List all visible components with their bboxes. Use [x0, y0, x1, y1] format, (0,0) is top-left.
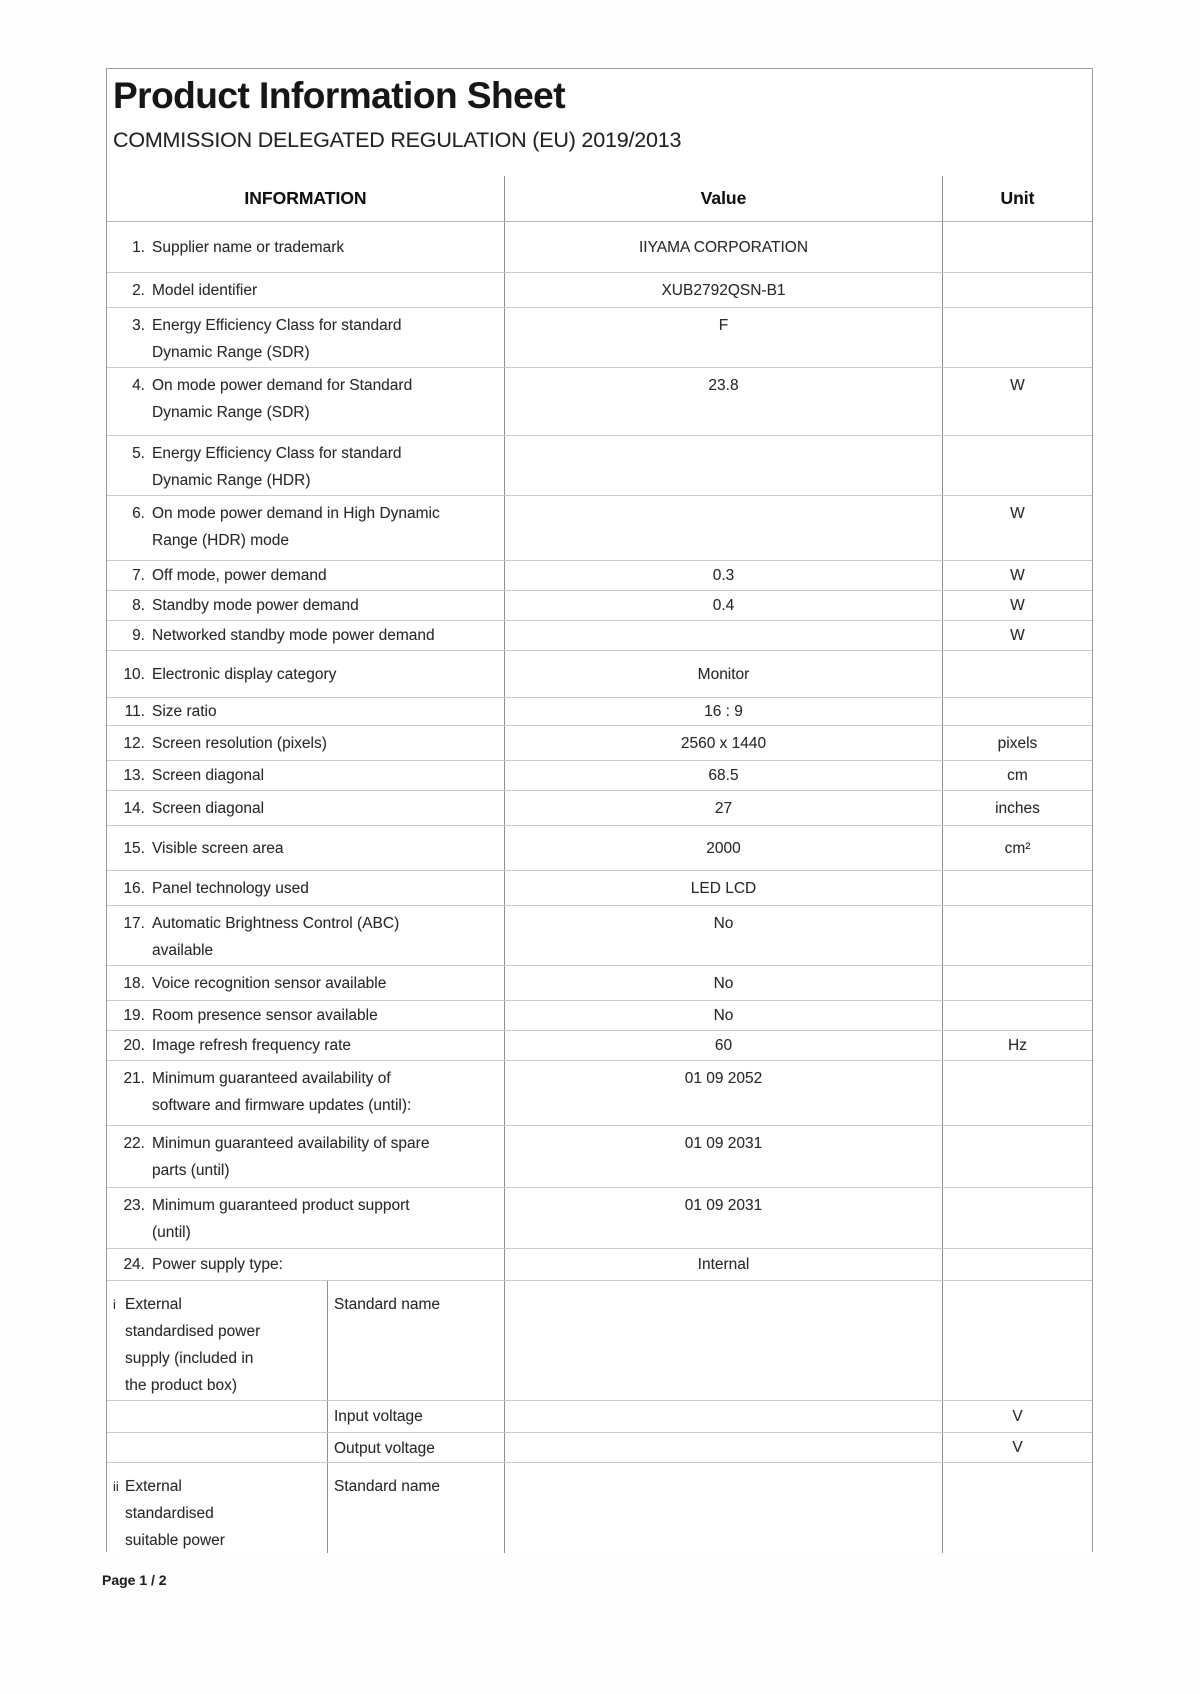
power-supply-label-line: the product box)	[125, 1377, 238, 1394]
value-cell	[505, 368, 943, 435]
table-row	[107, 791, 1092, 826]
power-supply-sub-cell	[328, 1401, 504, 1432]
value-cell	[505, 1188, 943, 1248]
value-cell	[505, 1463, 943, 1553]
row-value: 68.5	[708, 767, 739, 784]
value-cell	[505, 871, 943, 905]
row-label: Electronic display category	[152, 665, 337, 683]
row-label	[152, 1065, 411, 1119]
info-cell	[107, 1433, 505, 1462]
row-unit: pixels	[997, 734, 1038, 752]
row-unit: inches	[995, 799, 1040, 817]
value-cell	[505, 1281, 943, 1400]
unit-cell	[943, 871, 1092, 905]
info-cell	[107, 1061, 505, 1125]
power-supply-row	[107, 1433, 1092, 1463]
row-label-line: Minimum guaranteed availability of	[152, 1070, 391, 1087]
info-cell	[107, 698, 505, 725]
info-cell	[107, 1031, 505, 1060]
row-number: 19.	[123, 1007, 145, 1024]
power-supply-label-line: standardised power	[125, 1323, 261, 1340]
value-cell	[505, 1031, 943, 1060]
header-information: INFORMATION	[107, 176, 505, 221]
unit-cell	[943, 591, 1092, 620]
row-value: F	[718, 317, 729, 334]
unit-cell	[943, 1061, 1092, 1125]
power-supply-row	[107, 1463, 1092, 1553]
info-cell	[107, 1281, 505, 1400]
value-cell	[505, 1001, 943, 1030]
table-body	[107, 222, 1092, 1553]
row-number: 8.	[132, 597, 145, 614]
unit-cell	[943, 698, 1092, 725]
table-row	[107, 906, 1092, 966]
value-cell	[505, 591, 943, 620]
unit-cell	[943, 791, 1092, 825]
row-label: Supplier name or trademark	[152, 238, 345, 256]
info-cell	[107, 761, 505, 790]
info-cell	[107, 496, 505, 560]
row-number: 17.	[123, 915, 145, 932]
table-row	[107, 761, 1092, 791]
row-label-line: Minimun guaranteed availability of spare	[152, 1135, 430, 1152]
row-unit: W	[1010, 505, 1025, 522]
value-cell	[505, 273, 943, 307]
unit-cell	[943, 308, 1092, 367]
row-label: Model identifier	[152, 281, 258, 299]
power-supply-sub-cell	[328, 1463, 504, 1553]
row-label-line: Dynamic Range (SDR)	[152, 404, 310, 421]
row-label-line: On mode power demand in High Dynamic	[152, 505, 440, 522]
unit-cell	[943, 621, 1092, 650]
row-label: Standby mode power demand	[152, 597, 359, 614]
row-value: No	[713, 915, 734, 932]
row-value: 60	[714, 1037, 733, 1054]
info-cell	[107, 791, 505, 825]
row-label-line: On mode power demand for Standard	[152, 377, 413, 394]
power-supply-left-cell	[107, 1281, 328, 1400]
row-label	[152, 372, 412, 426]
value-cell	[505, 621, 943, 650]
power-supply-sub-cell	[328, 1433, 504, 1462]
power-supply-label-line: standardised	[125, 1505, 214, 1522]
row-number: 11.	[124, 703, 145, 720]
value-cell	[505, 1401, 943, 1432]
unit-cell	[943, 1031, 1092, 1060]
unit-cell	[943, 761, 1092, 790]
table-row	[107, 1188, 1092, 1249]
row-label: Panel technology used	[152, 879, 309, 897]
unit-cell	[943, 1463, 1092, 1553]
power-supply-sub-label: Standard name	[334, 1478, 440, 1495]
table-row	[107, 1001, 1092, 1031]
info-cell	[107, 273, 505, 307]
row-value: 2000	[706, 839, 741, 857]
row-number: 18.	[123, 974, 145, 992]
row-label-line: software and firmware updates (until):	[152, 1097, 412, 1114]
power-supply-label-line: suitable power	[125, 1532, 225, 1549]
row-value: XUB2792QSN-B1	[661, 281, 786, 299]
value-cell	[505, 726, 943, 760]
row-value: No	[713, 1007, 734, 1024]
value-cell	[505, 222, 943, 272]
row-value: 0.3	[712, 567, 735, 584]
power-supply-left-cell	[107, 1463, 328, 1553]
power-supply-label-text: External	[125, 1478, 182, 1495]
row-number: 20.	[123, 1037, 145, 1054]
row-label-line: Dynamic Range (SDR)	[152, 344, 310, 361]
power-supply-sub-label: Input voltage	[334, 1408, 423, 1425]
page-number: Page 1 / 2	[102, 1572, 167, 1588]
info-cell	[107, 1001, 505, 1030]
unit-cell	[943, 726, 1092, 760]
row-label: Power supply type:	[152, 1256, 283, 1273]
value-cell	[505, 1433, 943, 1462]
table-row	[107, 726, 1092, 761]
row-unit: cm	[1007, 767, 1028, 784]
row-number: 12.	[123, 734, 145, 752]
row-number: 21.	[123, 1070, 145, 1087]
table-row	[107, 698, 1092, 726]
row-number: 2.	[132, 281, 145, 299]
table-row	[107, 222, 1092, 273]
row-unit: cm²	[1004, 839, 1031, 857]
row-unit: V	[1012, 1439, 1023, 1456]
value-cell	[505, 436, 943, 495]
unit-cell	[943, 1281, 1092, 1400]
row-label: Voice recognition sensor available	[152, 974, 387, 992]
power-supply-label-line	[113, 1291, 323, 1318]
info-cell	[107, 1401, 505, 1432]
row-label-line: Automatic Brightness Control (ABC)	[152, 915, 400, 932]
power-supply-marker: i	[113, 1297, 116, 1312]
row-value: LED LCD	[690, 879, 757, 897]
unit-cell	[943, 826, 1092, 870]
row-unit: W	[1010, 597, 1025, 614]
info-cell	[107, 906, 505, 965]
row-unit: V	[1012, 1408, 1023, 1425]
row-value: 0.4	[712, 597, 735, 614]
unit-cell	[943, 273, 1092, 307]
unit-cell	[943, 1249, 1092, 1280]
power-supply-sub-label: Standard name	[334, 1296, 440, 1313]
title-block	[107, 69, 1092, 176]
row-number: 24.	[123, 1256, 145, 1273]
row-unit: W	[1010, 627, 1025, 644]
row-number: 23.	[123, 1197, 145, 1214]
row-number: 13.	[123, 767, 145, 784]
value-cell	[505, 966, 943, 1000]
row-value: 01 09 2031	[684, 1135, 763, 1152]
row-value: 23.8	[708, 377, 739, 394]
row-value: 01 09 2031	[684, 1197, 763, 1214]
table-row	[107, 621, 1092, 651]
unit-cell	[943, 368, 1092, 435]
power-supply-row	[107, 1281, 1092, 1401]
row-number: 15.	[123, 839, 145, 857]
row-label-line: available	[152, 942, 214, 959]
row-label: Off mode, power demand	[152, 567, 327, 584]
row-value: Monitor	[697, 665, 750, 683]
value-cell	[505, 1061, 943, 1125]
row-label: Screen diagonal	[152, 767, 265, 784]
row-label-line: Energy Efficiency Class for standard	[152, 317, 402, 334]
row-value: 27	[714, 799, 733, 817]
info-cell	[107, 651, 505, 697]
row-label	[152, 440, 402, 494]
power-supply-sub-label: Output voltage	[334, 1440, 435, 1457]
row-value: 2560 x 1440	[680, 734, 767, 752]
row-value: Internal	[697, 1256, 750, 1273]
unit-cell	[943, 222, 1092, 272]
row-number: 4.	[132, 377, 145, 394]
table-row	[107, 1249, 1092, 1281]
row-number: 16.	[123, 879, 145, 897]
power-supply-row	[107, 1401, 1092, 1433]
row-label: Image refresh frequency rate	[152, 1037, 352, 1054]
value-cell	[505, 791, 943, 825]
row-label: Screen resolution (pixels)	[152, 734, 327, 752]
table-row	[107, 368, 1092, 436]
row-label	[152, 1192, 410, 1246]
unit-cell	[943, 966, 1092, 1000]
row-unit: W	[1010, 377, 1025, 394]
power-supply-label-line: supply (included in	[125, 1350, 254, 1367]
info-cell	[107, 368, 505, 435]
table-row	[107, 591, 1092, 621]
table-row	[107, 1061, 1092, 1126]
row-number: 9.	[132, 627, 145, 644]
unit-cell	[943, 906, 1092, 965]
value-cell	[505, 308, 943, 367]
value-cell	[505, 496, 943, 560]
table-row	[107, 1126, 1092, 1188]
unit-cell	[943, 1433, 1092, 1462]
table-row	[107, 871, 1092, 906]
row-unit: Hz	[1008, 1037, 1027, 1054]
info-cell	[107, 826, 505, 870]
row-label-line: Dynamic Range (HDR)	[152, 472, 311, 489]
header-value: Value	[505, 176, 943, 221]
row-unit: W	[1010, 567, 1025, 584]
page-title: Product Information Sheet	[113, 75, 566, 116]
row-number: 22.	[123, 1135, 145, 1152]
value-cell	[505, 826, 943, 870]
table-row	[107, 496, 1092, 561]
row-number: 1.	[132, 238, 145, 256]
row-value: 01 09 2052	[684, 1070, 763, 1087]
info-cell	[107, 222, 505, 272]
info-cell	[107, 436, 505, 495]
value-cell	[505, 698, 943, 725]
info-cell	[107, 1126, 505, 1187]
value-cell	[505, 1126, 943, 1187]
power-supply-left-cell	[107, 1433, 328, 1462]
row-label: Screen diagonal	[152, 799, 265, 817]
row-label	[152, 1130, 429, 1184]
info-cell	[107, 308, 505, 367]
value-cell	[505, 761, 943, 790]
row-label: Size ratio	[152, 703, 217, 720]
row-value: No	[713, 974, 734, 992]
row-label-line: (until)	[152, 1224, 191, 1241]
row-number: 7.	[132, 567, 145, 584]
row-label-line: Range (HDR) mode	[152, 532, 289, 549]
row-label: Room presence sensor available	[152, 1007, 378, 1024]
table-row	[107, 651, 1092, 698]
table-row	[107, 436, 1092, 496]
table-row	[107, 273, 1092, 308]
info-cell	[107, 726, 505, 760]
table-row	[107, 826, 1092, 871]
info-cell	[107, 621, 505, 650]
row-label	[152, 500, 440, 554]
value-cell	[505, 1249, 943, 1280]
info-cell	[107, 1188, 505, 1248]
power-supply-marker: ii	[113, 1479, 119, 1494]
info-cell	[107, 966, 505, 1000]
row-label: Networked standby mode power demand	[152, 627, 435, 644]
power-supply-left-cell	[107, 1401, 328, 1432]
unit-cell	[943, 1126, 1092, 1187]
row-label-line: parts (until)	[152, 1162, 230, 1179]
info-cell	[107, 561, 505, 590]
info-cell	[107, 1249, 505, 1280]
power-supply-sub-cell	[328, 1281, 504, 1400]
table-row	[107, 561, 1092, 591]
table-header-row	[107, 176, 1092, 222]
row-number: 14.	[123, 799, 145, 817]
row-value: IIYAMA CORPORATION	[638, 238, 809, 256]
unit-cell	[943, 1401, 1092, 1432]
power-supply-label-line	[113, 1473, 323, 1500]
value-cell	[505, 651, 943, 697]
unit-cell	[943, 651, 1092, 697]
table-row	[107, 1031, 1092, 1061]
info-cell	[107, 1463, 505, 1553]
row-label	[152, 910, 399, 964]
regulation-subtitle: COMMISSION DELEGATED REGULATION (EU) 2019/2013	[113, 128, 682, 153]
value-cell	[505, 906, 943, 965]
row-number: 10.	[123, 665, 145, 683]
row-number: 5.	[132, 445, 145, 462]
power-supply-label-text: External	[125, 1296, 182, 1313]
info-cell	[107, 591, 505, 620]
row-label-line: Energy Efficiency Class for standard	[152, 445, 402, 462]
product-information-sheet	[106, 68, 1093, 1552]
unit-cell	[943, 1188, 1092, 1248]
value-cell	[505, 561, 943, 590]
row-number: 3.	[132, 317, 145, 334]
table-row	[107, 966, 1092, 1001]
unit-cell	[943, 1001, 1092, 1030]
table-row	[107, 308, 1092, 368]
row-label	[152, 312, 402, 366]
row-label-line: Minimum guaranteed product support	[152, 1197, 410, 1214]
unit-cell	[943, 496, 1092, 560]
row-number: 6.	[132, 505, 145, 522]
header-unit: Unit	[1000, 188, 1035, 208]
row-value: 16 : 9	[704, 703, 743, 720]
unit-cell	[943, 561, 1092, 590]
info-cell	[107, 871, 505, 905]
unit-cell	[943, 436, 1092, 495]
row-label: Visible screen area	[152, 839, 284, 857]
